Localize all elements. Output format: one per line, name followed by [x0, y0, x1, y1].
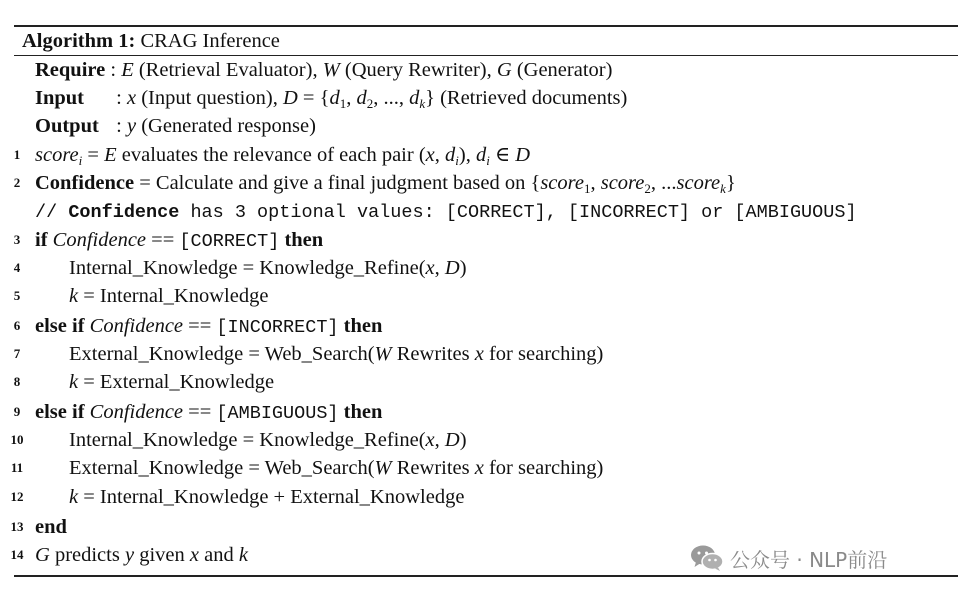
algorithm-title [22, 27, 280, 55]
wechat-icon [690, 544, 724, 572]
line-number: 12 [10, 489, 24, 504]
watermark-text: 公众号 · NLP前沿 [730, 547, 888, 572]
line-number: 4 [13, 260, 21, 275]
line-number: 6 [13, 318, 21, 333]
line-number: 7 [13, 346, 21, 361]
input-label: Input [35, 87, 85, 109]
line-number: 14 [10, 547, 24, 562]
line-number: 1 [13, 147, 21, 162]
line-number: 3 [13, 232, 21, 247]
line-number: 11 [10, 460, 24, 475]
algorithm-label: Algorithm 1: [22, 30, 136, 52]
algorithm-name: CRAG Inference [140, 30, 280, 52]
bottom-rule [14, 575, 958, 577]
line-number: 9 [13, 404, 21, 419]
line-number: 5 [13, 288, 21, 303]
line-number: 8 [13, 374, 21, 389]
line-number: 13 [10, 519, 24, 534]
output-label: Output [35, 115, 99, 137]
require-label: Require [35, 59, 106, 81]
watermark [690, 543, 887, 573]
line-number: 10 [10, 432, 24, 447]
line-number: 2 [13, 175, 21, 190]
